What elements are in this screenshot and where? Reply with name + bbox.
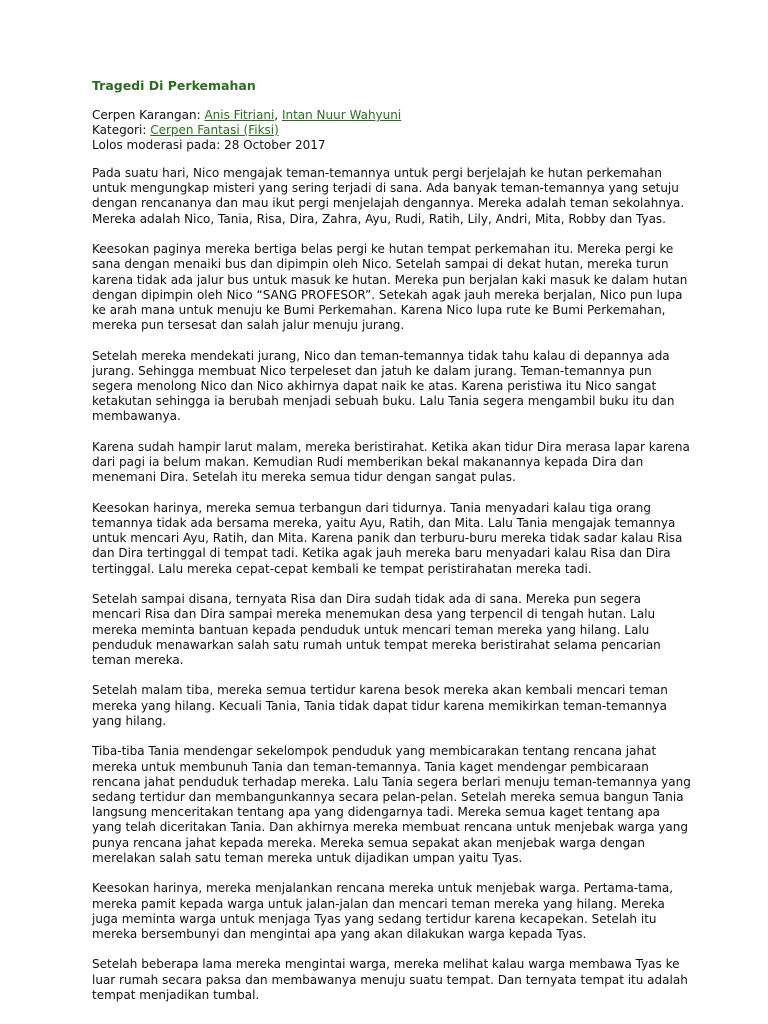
paragraph: Setelah malam tiba, mereka semua tertidur karena besok mereka akan kembali mencari teman mereka yang hilang. Kecuali Tania, Tania tidak dapat tidur karena memikirkan teman-temannya yang hilang. xyxy=(92,683,668,728)
paragraph: Keesokan paginya mereka bertiga belas pergi ke hutan tempat perkemahan itu. Mereka pergi ke sana dengan menaiki bus dan dipimpin oleh Nico. Setelah sampai di dekat hutan, mereka turun karena tidak ada jalur bus untuk masuk ke hutan. Mereka pun berjalan kaki masuk ke dalam hutan dengan dipimpin oleh Nico “SANG PROFESOR”. Setekah agak jauh mereka berjalan, Nico pun lupa ke arah mana untuk menuju ke Bumi Perkemahan. Karena Nico lupa rute ke Bumi Perkemahan, mereka pun tersesat dan salah jalur menuju jurang. xyxy=(92,242,688,333)
paragraph: Karena sudah hampir larut malam, mereka beristirahat. Ketika akan tidur Dira merasa lapar karena dari pagi ia belum makan. Kemudian Rudi memberikan bekal makanannya kepada Dira dan menemani Dira. Setelah itu mereka semua tidur dengan sangat pulas. xyxy=(92,439,690,485)
author-link-1[interactable]: Anis Fitriani xyxy=(204,108,275,122)
author-link-2[interactable]: Intan Nuur Wahyuni xyxy=(281,108,402,122)
paragraph: Setelah mereka mendekati jurang, Nico dan teman-temannya tidak tahu kalau di depannya ada jurang. Sehingga membuat Nico terpeleset dan jatuh ke dalam jurang. Teman-temannya pun segera menolong Nico dan Nico akhirnya dapat naik ke atas. Karena peristiwa itu Nico sangat ketakutan sehingga ia berubah menjadi sebuah buku. Lalu Tania segera mengambil buku itu dan membawanya. xyxy=(92,348,675,424)
paragraph: Setelah sampai disana, ternyata Risa dan Dira sudah tidak ada di sana. Mereka pun segera mencari Risa dan Dira sampai mereka menemukan desa yang terpencil di tengah hutan. Lalu mereka meminta bantuan kepada penduduk untuk mencari teman mereka yang hilang. Lalu penduduk menawarkan salah satu rumah untuk tempat mereka beristirahat selama pencarian teman mereka. xyxy=(92,592,661,667)
paragraph: Setelah beberapa lama mereka mengintai warga, mereka melihat kalau warga membawa Tyas ke luar rumah secara paksa dan membawanya menuju suatu tempat. Dan ternyata tempat itu adalah tempat menjadikan tumbal. xyxy=(92,957,688,1002)
category-link[interactable]: Cerpen Fantasi (Fiksi) xyxy=(150,123,279,137)
paragraph: Keesokan harinya, mereka menjalankan rencana mereka untuk menjebak warga. Pertama-tama, mereka pamit kepada warga untuk jalan-jalan dan mencari teman mereka yang hilang. Mereka juga meminta warga untuk menjaga Tyas yang sedang tertidur karena kecapekan. Setelah itu mereka bersembunyi dan mengintai apa yang akan dilakukan warga kepada Tyas. xyxy=(92,881,674,941)
story-meta xyxy=(92,108,401,153)
moderation-date: Lolos moderasi pada: 28 October 2017 xyxy=(92,138,326,152)
paragraph: Keesokan harinya, mereka semua terbangun dari tidurnya. Tania menyadari kalau tiga orang temannya tidak ada bersama mereka, yaitu Ayu, Ratih, dan Mita. Lalu Tania mengajak temannya untuk mencari Ayu, Ratih, dan Mita. Karena panik dan terburu-buru mereka tidak sadar kalau Risa dan Dira tertinggal di tempat tadi. Ketika agak jauh mereka baru menyadari kalau Risa dan Dira tertinggal. Lalu mereka cepat-cepat kembali ke tempat peristirahatan mereka tadi. xyxy=(92,500,683,576)
paragraph: Pada suatu hari, Nico mengajak teman-temannya untuk pergi berjelajah ke hutan perkemahan untuk mengungkap misteri yang sering terjadi di sana. Ada banyak teman-temannya yang setuju dengan rencananya dan mau ikut pergi menjelajah dengannya. Mereka adalah teman sekolahnya. Mereka adalah Nico, Tania, Risa, Dira, Zahra, Ayu, Rudi, Ratih, Lily, Andri, Mita, Robby dan Tyas. xyxy=(92,166,685,226)
author-label: Cerpen Karangan: xyxy=(92,108,205,122)
story-title: Tragedi Di Perkemahan xyxy=(92,78,256,93)
story-body xyxy=(92,166,692,1018)
author-separator: , xyxy=(274,108,282,122)
author-line xyxy=(92,108,401,123)
paragraph: Tiba-tiba Tania mendengar sekelompok penduduk yang membicarakan tentang rencana jahat mereka untuk membunuh Tania dan teman-temannya. Tania kaget mendengar pembicaraan rencana jahat penduduk terhadap mereka. Lalu Tania segera berlari menuju teman-temannya yang sedang tertidur dan membangunkannya secara pelan-pelan. Setelah mereka semua bangun Tania langsung menceritakan tentang apa yang didengarnya tadi. Mereka semua kaget tentang apa yang telah diceritakan Tania. Dan akhirnya mereka membuat rencana untuk menjebak warga yang punya rencana jahat kepada mereka. Mereka semua sepakat akan menjebak warga dengan merelakan salah satu teman mereka untuk dijadikan umpan yaitu Tyas. xyxy=(92,744,691,865)
category-line xyxy=(92,123,401,138)
category-label: Kategori: xyxy=(92,123,151,137)
